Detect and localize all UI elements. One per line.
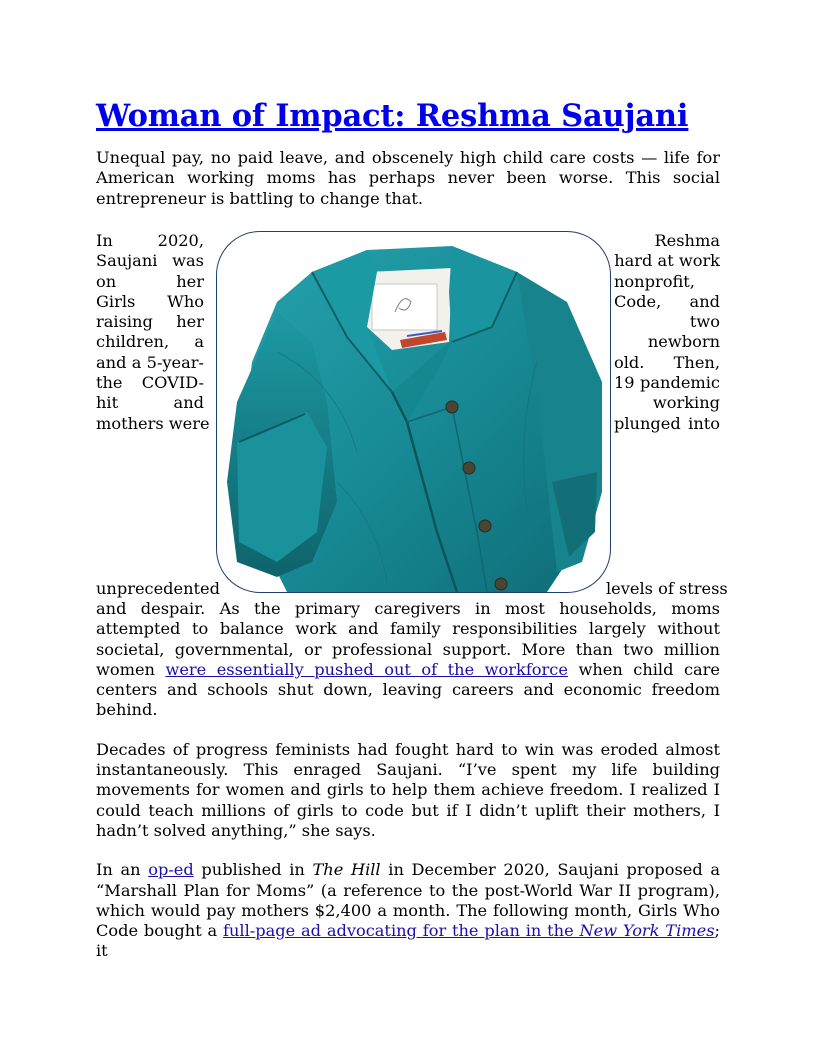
para1-text-b: when child care centers and schools shut down, leaving careers and economic freedom behind. [96, 659, 720, 720]
wrap-left-column [96, 231, 210, 434]
wrap-right-line: nonprofit, [614, 271, 695, 291]
wrap-left-line: on her [96, 271, 204, 291]
wrap-right-line: old. Then, [614, 352, 720, 372]
wrap-right-line: working [652, 393, 720, 413]
para3-text-a: In an [96, 860, 149, 880]
wrap-bottom-left [96, 579, 220, 599]
publication-name: The Hill [312, 860, 381, 880]
intro-paragraph: Unequal pay, no paid leave, and obscenely high child care costs — life for American working moms has perhaps never been worse. This social entrepreneur is battling to change that. [96, 148, 720, 208]
wrap-right-line: hard at work [614, 251, 720, 271]
para3-text-c: in December 2020, Saujani proposed a “Marshall Plan for Moms” (a reference to the post-World War II program), which would pay mothers $2,400 a month. The following month, Girls Who Code bought a [96, 860, 721, 941]
teal-jacket-image [217, 232, 610, 592]
wrap-right-line: newborn [647, 332, 720, 352]
wrap-left-line: Saujani was [96, 251, 204, 271]
wrap-left-line: the COVID- [96, 373, 204, 393]
title-link[interactable]: Woman of Impact: Reshma Saujani [96, 98, 689, 134]
body-paragraph-3 [96, 860, 720, 961]
body-paragraph-2: Decades of progress feminists had fought hard to win was eroded almost instantaneously. This enraged Saujani. “I’ve spent my life building movements for women and girls to help them achieve freedom. I realized I could teach millions of girls to code but if I didn’t uplift their mothers, I hadn’t solved anything,” she says. [96, 739, 720, 840]
wrap-left-line: children, a [96, 332, 204, 352]
wrap-left-line: and a 5-year- [96, 352, 204, 372]
wrap-left-line: hit and [96, 393, 204, 413]
wrap-bottom-left-text: unprecedented [96, 579, 220, 598]
wrap-right-line: Reshma [654, 231, 720, 250]
ad-link-publication: New York Times [579, 921, 715, 941]
wrap-right-line: 19 pandemic [614, 373, 720, 393]
wrap-bottom-right [606, 579, 728, 599]
workforce-link[interactable]: were essentially pushed out of the workforce [165, 659, 568, 679]
para3-text-b: published in [193, 860, 313, 880]
article [96, 96, 720, 209]
body-paragraph-1 [96, 599, 720, 721]
ad-link-text: full-page ad advocating for the plan in the [222, 921, 580, 941]
wrap-left-line: In 2020, [96, 231, 204, 250]
wrap-left-line: mothers were [96, 413, 210, 433]
page-title[interactable] [96, 96, 720, 136]
jacket-photo [216, 231, 611, 593]
wrap-right-line: Code, and [614, 291, 720, 311]
wrap-right-line: plunged into [614, 413, 720, 433]
wrap-right-column [614, 231, 720, 434]
wrap-left-line: raising her [96, 312, 204, 332]
wrap-right-line: two [689, 312, 720, 332]
para1-text-a: and despair. As the primary caregivers in most households, moms attempted to balance work and family responsibilities largely without societal, governmental, or professional support. More than two million women [96, 599, 720, 679]
wrap-left-line: Girls Who [96, 291, 204, 311]
para3-text-d: ; it [96, 921, 720, 961]
article-body [96, 599, 720, 962]
full-page-ad-link[interactable] [223, 921, 715, 940]
op-ed-link[interactable]: op-ed [148, 860, 194, 880]
wrap-bottom-right-text: levels of stress [606, 579, 728, 598]
